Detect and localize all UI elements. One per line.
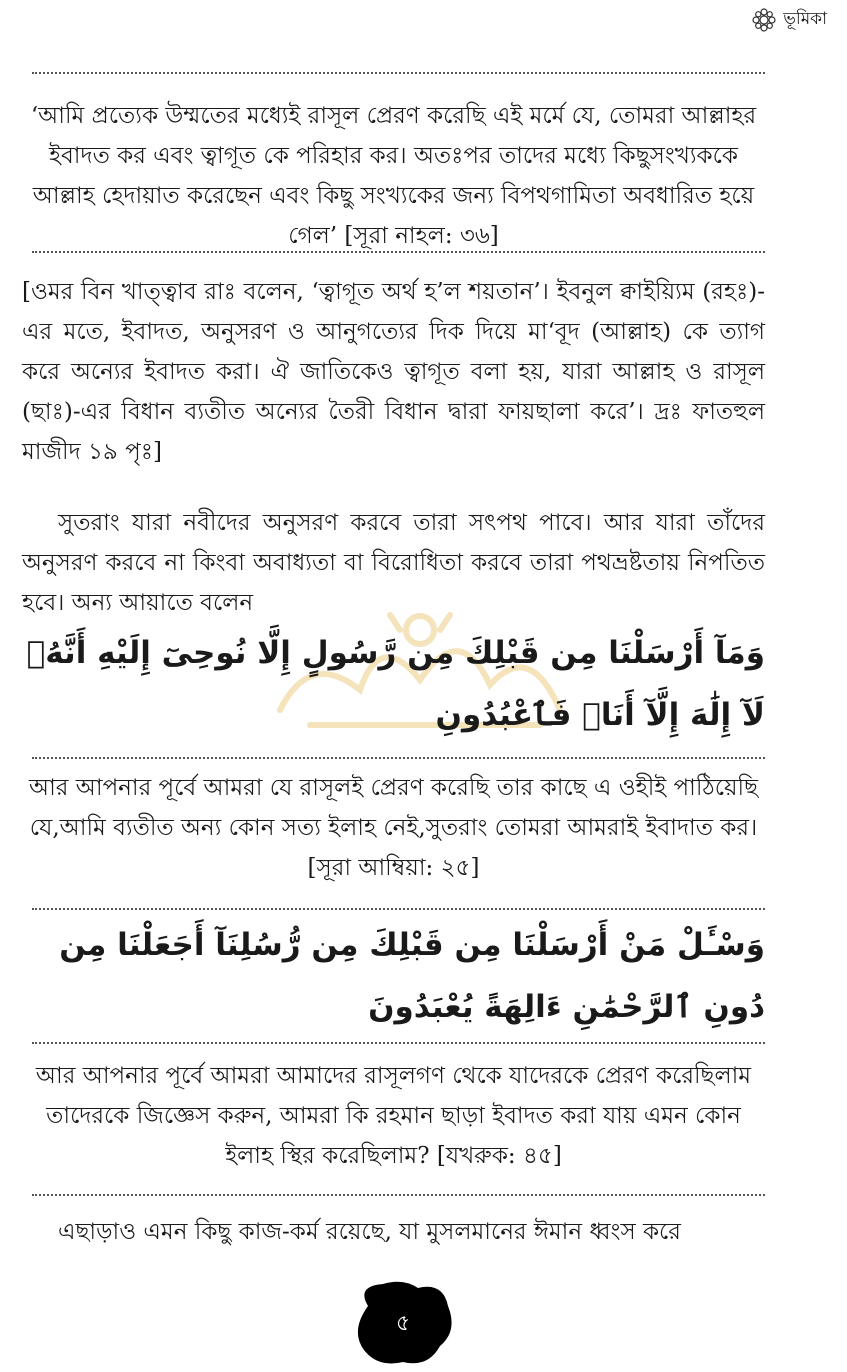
section-title: ভূমিকা <box>783 9 827 29</box>
verse-translation: আর আপনার পূর্বে আমরা আমাদের রাসূলগণ থেকে যাদেরকে প্রেরণ করেছিলাম তাদেরকে জিজ্ঞেস করুন, আমরা কি রহমান ছাড়া ইবাদত করা যায় এমন কোন ইলাহ স্থির করেছিলাম? [যখরুক: ৪৫] <box>35 1063 752 1169</box>
page-header <box>751 6 827 34</box>
body-paragraph: এছাড়াও এমন কিছু কাজ-কর্ম রয়েছে, যা মুসলমানের ঈমান ধ্বংস করে <box>58 1219 681 1245</box>
dotted-divider <box>32 1194 765 1196</box>
arabic-verse: وَسْـَٔلْ مَنْ أَرْسَلْنَا مِن قَبْلِكَ مِن رُّسُلِنَآ أَجَعَلْنَا مِن دُونِ ٱلرَّحْمَٰنِ ءَالِهَةً يُعْبَدُونَ <box>59 927 765 1025</box>
body-paragraph: সুতরাং যারা নবীদের অনুসরণ করবে তারা সৎপথ পাবে। আর যারা তাঁদের অনুসরণ করবে না কিংবা অবাধ্যতা বা বিরোধিতা করবে তারা পথভ্রষ্টতায় নিপতিত হবে। অন্য আয়াতে বলেন <box>22 510 765 616</box>
dotted-divider <box>32 757 765 759</box>
dotted-divider <box>32 1042 765 1044</box>
arabic-verse: وَمَآ أَرْسَلْنَا مِن قَبْلِكَ مِن رَّسُولٍ إِلَّا نُوحِىٓ إِلَيْهِ أَنَّهُۥ لَآ إِلَٰهَ إِلَّآ أَنَا۠ فَٱعْبُدُونِ <box>26 635 765 733</box>
dotted-divider <box>32 72 765 74</box>
dotted-divider <box>32 251 765 253</box>
explanatory-note: [ওমর বিন খাত্ত্বাব রাঃ বলেন, ‘ত্বাগূত অর্থ হ’ল শয়তান’। ইবনুল ক্বাইয়্যিম (রহঃ)-এর মতে, ইবাদত, অনুসরণ ও আনুগত্যের দিক দিয়ে মা‘বূদ (আল্লাহ) কে ত্যাগ করে অন্যের ইবাদত করা। ঐ জাতিকেও ত্বাগূত বলা হয়, যারা আল্লাহ ও রাসূল (ছাঃ)-এর বিধান ব্যতীত অন্যের তৈরী বিধান দ্বারা ফায়ছালা করে’। দ্রঃ ফাতহুল মাজীদ ১৯ পৃঃ] <box>22 279 765 465</box>
verse-translation: আর আপনার পূর্বে আমরা যে রাসূলই প্রেরণ করেছি তার কাছে এ ওহীই পাঠিয়েছি যে,আমি ব্যতীত অন্য কোন সত্য ইলাহ নেই,সুতরাং তোমরা আমরাই ইবাদাত কর। [সূরা আম্বিয়া: ২৫] <box>28 775 759 881</box>
quote-block: ‘আমি প্রত্যেক উম্মতের মধ্যেই রাসূল প্রেরণ করেছি এই মর্মে যে, তোমরা আল্লাহর ইবাদত কর এবং ত্বাগূত কে পরিহার কর। অতঃপর তাদের মধ্যে কিছুসংখ্যককে আল্লাহ হেদায়াত করেছেন এবং কিছু সংখ্যকের জন্য বিপথগামিতা অবধারিত হয়ে গেল’ [সূরা নাহল: ৩৬] <box>30 103 757 249</box>
page-number: ৫ <box>395 1311 411 1336</box>
dotted-divider <box>32 908 765 910</box>
flower-ornament-icon <box>751 7 777 33</box>
page-number-badge <box>348 1276 458 1368</box>
